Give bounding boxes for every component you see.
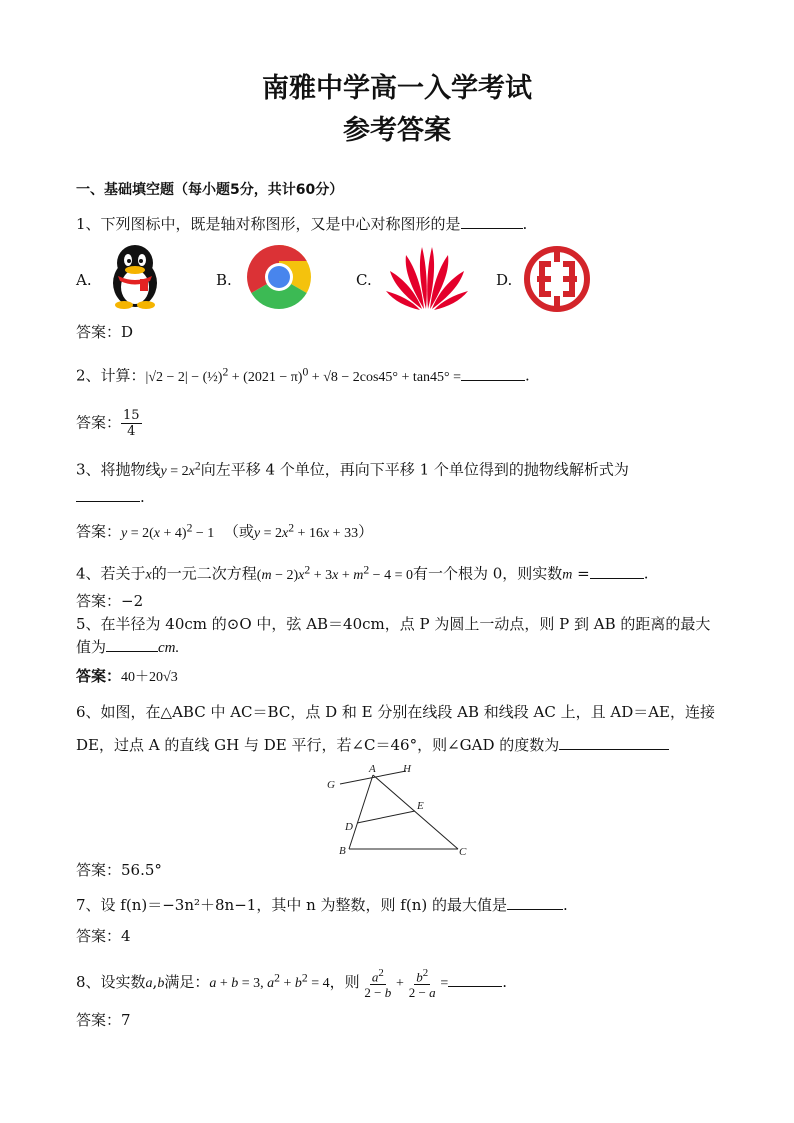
option-a-label: A. xyxy=(76,271,92,289)
label-h: H xyxy=(403,763,411,775)
label-e: E xyxy=(417,800,424,812)
question-6-text: DE，过点 A 的直线 GH 与 DE 平行，若∠C＝46°，则∠GAD 的度数为 xyxy=(76,736,560,754)
label-d: D xyxy=(345,821,353,833)
option-c-label: C. xyxy=(356,271,372,289)
question-7-text: 7、设 f(n)＝−3n²＋8n−1，其中 n 为整数，则 f(n) 的最大值是 xyxy=(76,896,507,914)
fraction-denominator: 4 xyxy=(127,424,136,439)
answer-label: 答案： xyxy=(76,667,122,685)
answer-expression: $y = 2(x + 4)^2 - 1$ xyxy=(121,521,215,541)
question-2-prefix: 2、计算： xyxy=(76,366,146,385)
question-8: 8、设实数a,b满足：a + b = 3, $a^2 + b^2 = 4$，则 $\frac{a^2}{2 - b}$ + $\frac{b^2}{2 - a}$ = . xyxy=(76,967,508,1001)
label-g: G xyxy=(327,779,335,791)
question-4-text-c: 有一个根为 0，则实数 xyxy=(412,564,563,583)
answer-label: 答案： xyxy=(76,413,122,432)
answer-label: 答案： xyxy=(76,522,122,541)
answer-blank xyxy=(106,636,158,652)
answer-blank xyxy=(461,365,525,381)
answer-blank xyxy=(448,971,502,987)
expression: |√2 − 2| − (½)$^2$ + $(2021 - \pi)^0 + √8 - 2\cos 45^\circ + \tan 45^\circ$ = xyxy=(145,365,462,385)
option-b-label: B. xyxy=(216,271,232,289)
fraction-numerator: 15 xyxy=(123,408,140,423)
question-3-text-a: 3、将抛物线 xyxy=(76,460,161,479)
icbc-icon xyxy=(524,246,590,312)
option-d-label: D. xyxy=(496,271,513,289)
fraction-2: $\frac{b^2}{2 - a}$ xyxy=(408,967,436,1001)
answer-fraction xyxy=(121,408,142,439)
expression: $(m - 2)x^2 + 3x + m^2 - 4 = 0$ xyxy=(256,563,413,583)
question-1: 1、下列图标中，既是轴对称图形，又是中心对称图形的是 . xyxy=(76,215,528,233)
chrome-icon xyxy=(246,244,312,310)
question-5-line-1: 5、在半径为 40cm 的⊙O 中，弦 AB＝40cm，点 P 为圆上一动点，则 P 到 AB 的距离的最大 xyxy=(76,615,711,633)
fraction-1: $\frac{a^2}{2 - b}$ xyxy=(364,967,392,1001)
answer-8: 答案：7 xyxy=(76,1011,131,1029)
expression: $y = 2x^2$ xyxy=(160,459,201,479)
question-8-text-a: 8、设实数 xyxy=(76,973,146,992)
question-4: 4、若关于x的一元二次方程$(m - 2)x^2 + 3x + m^2 - 4 = 0$有一个根为 0，则实数m = . xyxy=(76,563,649,583)
page-title: 南雅中学高一入学考试 xyxy=(262,73,532,104)
answer-blank xyxy=(507,894,563,910)
answer-3: 答案：$y = 2(x + 4)^2 - 1$ （或$y = 2x^2 + 16x + 33$） xyxy=(76,521,374,541)
answer-5 xyxy=(76,666,178,688)
label-a: A xyxy=(369,763,376,775)
question-5-text-a: 值为 xyxy=(76,638,107,656)
question-8-text-b: 满足： xyxy=(164,973,210,992)
answer-alt-expression: $y = 2x^2 + 16x + 33$ xyxy=(253,521,359,541)
page-subtitle: 参考答案 xyxy=(343,115,451,146)
question-7: 7、设 f(n)＝−3n²＋8n−1，其中 n 为整数，则 f(n) 的最大值是 . xyxy=(76,896,568,914)
question-6-line-2 xyxy=(76,734,669,755)
answer-blank xyxy=(461,213,523,229)
label-b: B xyxy=(339,845,346,857)
side-ac xyxy=(373,775,458,849)
answer-alt-label: （或 xyxy=(223,522,254,541)
label-c: C xyxy=(459,846,467,858)
side-ab xyxy=(349,775,373,849)
question-2: 2、计算：|√2 − 2| − (½)$^2$ + $(2021 - \pi)^0 + √8 - 2\cos 45^\circ + \tan 45^\circ$ = . xyxy=(76,365,530,385)
question-5-unit: cm. xyxy=(158,640,180,656)
question-6-line-1: 6、如图，在△ABC 中 AC＝BC，点 D 和 E 分别在线段 AB 和线段 AC 上，且 AD＝AE，连接 xyxy=(76,703,716,721)
answer-blank xyxy=(559,734,669,750)
question-3 xyxy=(76,456,629,482)
answer-blank xyxy=(590,563,644,579)
answer-1: 答案：D xyxy=(76,323,134,341)
question-3-text-b: 向左平移 4 个单位，再向下平移 1 个单位得到的抛物线解析式为 xyxy=(200,460,629,479)
answer-6: 答案：56.5° xyxy=(76,861,162,879)
question-1-text: 1、下列图标中，既是轴对称图形，又是中心对称图形的是 xyxy=(76,215,461,233)
huawei-icon xyxy=(384,245,470,311)
question-3-blank: . xyxy=(76,486,145,507)
answer-2 xyxy=(76,408,142,439)
condition: a + b = 3, $a^2 + b^2 = 4$ xyxy=(209,971,330,992)
question-5-line-2 xyxy=(76,636,179,658)
answer-4: 答案：−2 xyxy=(76,592,144,610)
answer-7: 答案：4 xyxy=(76,927,131,945)
segment-de xyxy=(357,811,415,823)
answer-value: 40＋20√3 xyxy=(121,670,178,685)
question-8-text-c: ，则 xyxy=(329,973,360,992)
qq-penguin-icon xyxy=(104,243,166,309)
section-heading: 一、基础填空题（每小题5分，共计60分） xyxy=(76,182,344,198)
question-4-text-a: 4、若关于 xyxy=(76,564,146,583)
triangle-figure xyxy=(320,760,480,860)
question-4-text-b: 的一元二次方程 xyxy=(151,564,257,583)
